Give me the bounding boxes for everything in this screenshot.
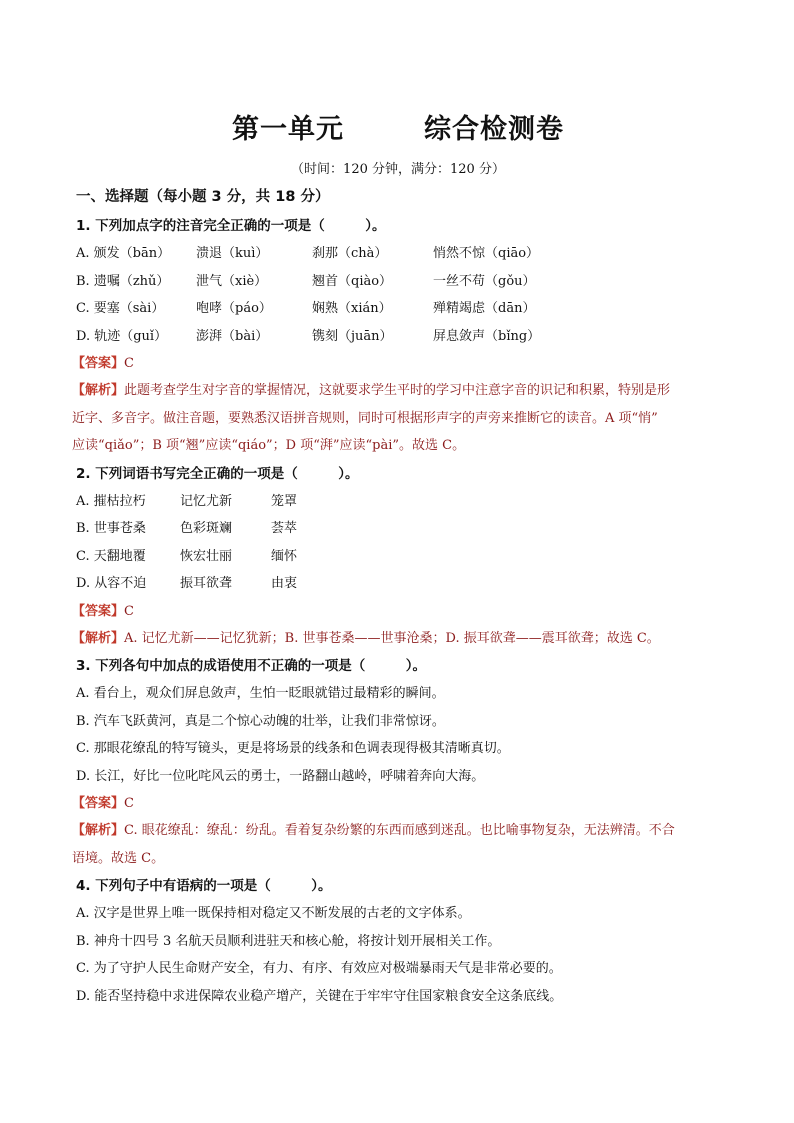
analysis-block	[72, 625, 720, 653]
option-cell: C. 要塞（sài）	[76, 301, 165, 316]
option-cell: 镌刻（juān）	[312, 328, 393, 344]
option-cell: 翘首（qiào）	[312, 273, 393, 289]
option-cell: 刹那（chà）	[312, 246, 388, 261]
option-row-a	[76, 240, 720, 268]
analysis-line	[72, 817, 720, 845]
section-heading: 一、选择题（每小题 3 分，共 18 分）	[76, 189, 330, 205]
option-cell: A. 摧枯拉朽	[76, 493, 146, 509]
option-d: D. 长江，好比一位叱咤风云的勇士，一路翻山越岭，呼啸着奔向大海。	[76, 768, 485, 784]
option-cell: B. 遗嘱（zhǔ）	[76, 273, 170, 289]
option-cell: A. 颁发（bān）	[76, 246, 171, 261]
analysis-line: 语境。故选 C。	[72, 850, 165, 866]
analysis-text: C. 眼花缭乱：缭乱：纷乱。看着复杂纷繁的东西而感到迷乱。也比喻事物复杂，无法辨清。不合	[124, 823, 675, 838]
option-cell: 殚精竭虑（dān）	[433, 301, 536, 316]
option-c: C. 那眼花缭乱的特写镜头，更是将场景的线条和色调表现得极其清晰真切。	[76, 741, 510, 756]
answer-line	[72, 598, 720, 625]
analysis-tag: 【解析】	[72, 630, 125, 646]
option-cell: 悄然不惊（qiāo）	[433, 246, 540, 261]
page-title	[76, 112, 720, 148]
option-d: D. 能否坚持稳中求进保障农业稳产增产，关键在于牢牢守住国家粮食安全这条底线。	[76, 988, 563, 1004]
option-cell: 荟萃	[271, 521, 298, 536]
answer-tag: 【答案】	[72, 796, 125, 811]
question-3	[72, 654, 720, 872]
analysis-line	[72, 377, 720, 405]
answer-value: C	[124, 356, 134, 371]
option-cell: C. 天翻地覆	[76, 548, 146, 564]
answer-tag: 【答案】	[72, 356, 125, 371]
question-4	[76, 874, 720, 1010]
analysis-block	[72, 377, 720, 460]
option-cell: 缅怀	[271, 548, 298, 564]
option-row-c	[76, 295, 720, 323]
exam-meta: （时间：120 分钟，满分：120 分）	[291, 162, 505, 177]
option-cell: 振耳欲聋	[180, 576, 233, 591]
answer-tag: 【答案】	[72, 603, 125, 619]
option-cell: 溃退（kuì）	[196, 246, 269, 261]
question-stem: 3. 下列各句中加点的成语使用不正确的一项是（ ）。	[76, 658, 426, 674]
option-c: C. 为了守护人民生命财产安全，有力、有序、有效应对极端暴雨天气是非常必要的。	[76, 961, 562, 976]
analysis-tag: 【解析】	[72, 383, 125, 398]
option-row-b	[76, 268, 720, 296]
option-cell: 色彩斑斓	[180, 521, 233, 536]
option-row-c	[76, 543, 720, 571]
analysis-block	[72, 817, 720, 872]
analysis-text: A. 记忆尤新——记忆犹新；B. 世事苍桑——世事沧桑；D. 振耳欲聋——震耳欲聋；故选 C。	[124, 630, 660, 646]
title-unit: 第一单元	[232, 114, 344, 145]
answer-line	[72, 790, 720, 817]
answer-line	[72, 350, 720, 377]
option-a: A. 汉字是世界上唯一既保持相对稳定又不断发展的古老的文字体系。	[76, 906, 471, 921]
option-cell: D. 从容不迫	[76, 576, 147, 591]
analysis-text: 此题考查学生对字音的掌握情况，这就要求学生平时的学习中注意字音的识记和积累，特别是形	[124, 383, 671, 398]
option-row-a	[76, 488, 720, 516]
analysis-tag: 【解析】	[72, 823, 125, 838]
option-row-d	[76, 323, 720, 351]
option-cell: D. 轨迹（guǐ）	[76, 328, 168, 344]
option-cell: 屏息敛声（bǐng）	[433, 328, 541, 344]
option-cell: 咆哮（páo）	[196, 301, 272, 316]
option-cell: 娴熟（xián）	[312, 301, 392, 316]
question-stem: 2. 下列词语书写完全正确的一项是（ ）。	[76, 465, 359, 482]
option-b: B. 神舟十四号 3 名航天员顺利进驻天和核心舱，将按计划开展相关工作。	[76, 933, 501, 949]
question-stem: 4. 下列句子中有语病的一项是（ ）。	[76, 878, 332, 894]
option-cell: 泄气（xiè）	[196, 273, 268, 289]
analysis-line	[72, 625, 720, 653]
option-cell: 一丝不苟（gǒu）	[433, 273, 536, 289]
analysis-line: 应读“qiǎo”；B 项“翘”应读“qiáo”；D 项“湃”应读“pài”。故选 C。	[72, 438, 466, 453]
option-row-d	[76, 570, 720, 598]
question-1	[72, 214, 720, 460]
answer-value: C	[124, 603, 134, 619]
option-row-b	[76, 515, 720, 543]
option-b: B. 汽车飞跃黄河，真是二个惊心动魄的壮举，让我们非常惊讶。	[76, 713, 445, 729]
option-cell: B. 世事苍桑	[76, 521, 146, 536]
option-cell: 澎湃（bài）	[196, 328, 269, 344]
question-stem: 1. 下列加点字的注音完全正确的一项是（ ）。	[76, 218, 386, 234]
option-cell: 恢宏壮丽	[180, 548, 233, 564]
option-a: A. 看台上，观众们屏息敛声，生怕一眨眼就错过最精彩的瞬间。	[76, 686, 445, 701]
option-cell: 记忆尤新	[180, 493, 233, 509]
answer-value: C	[124, 796, 134, 811]
title-name: 综合检测卷	[424, 114, 564, 145]
question-2	[72, 462, 720, 653]
option-cell: 笼罩	[271, 493, 298, 509]
option-cell: 由衷	[271, 576, 298, 591]
analysis-line: 近字、多音字。做注音题，要熟悉汉语拼音规则，同时可根据形声字的声旁来推断它的读音。A 项“悄”	[72, 410, 658, 426]
